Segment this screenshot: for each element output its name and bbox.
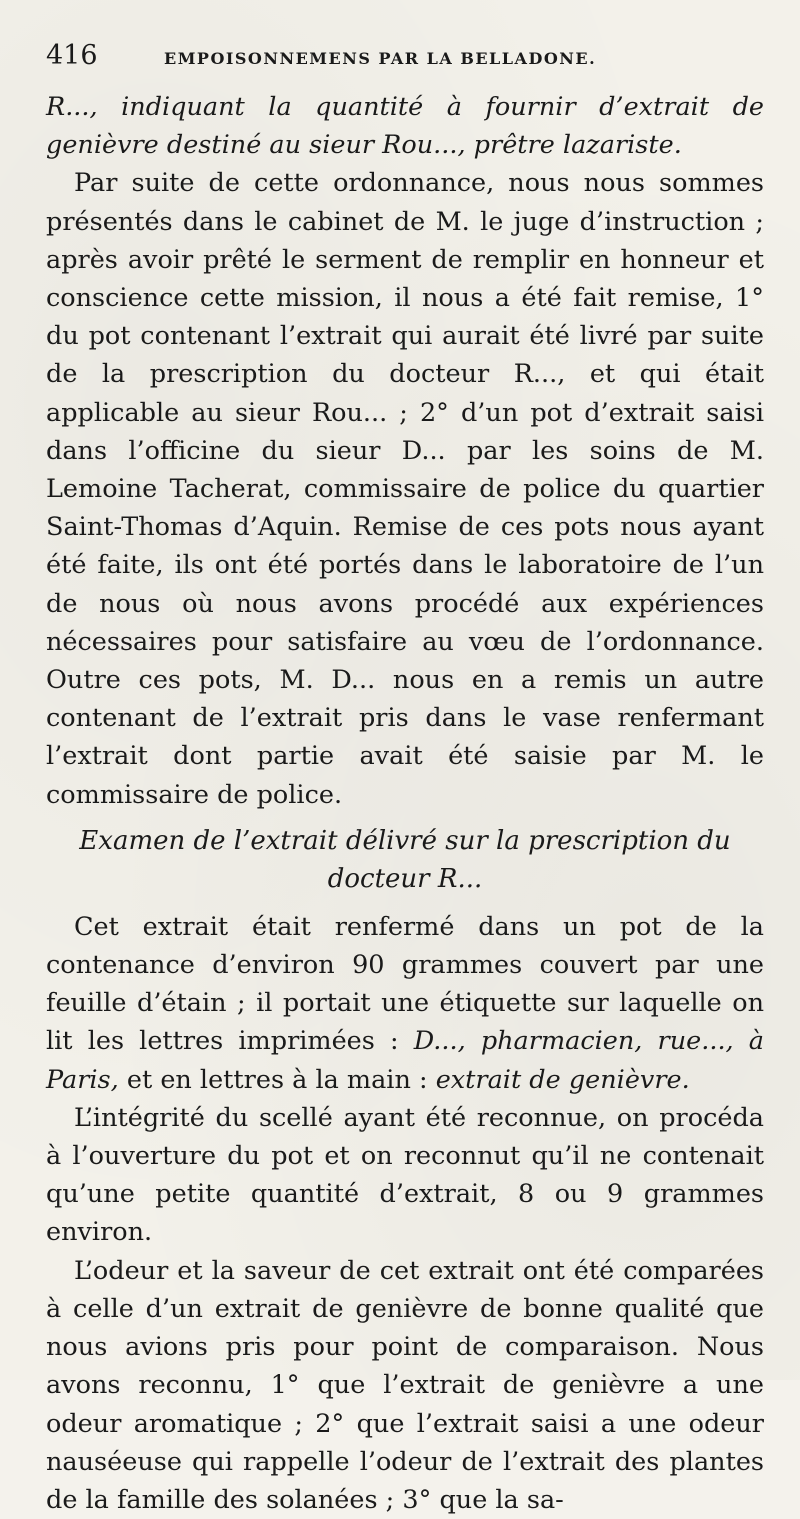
paragraph: L’odeur et la saveur de cet extrait ont été comparées à celle d’un extrait de genièvre de bonne qualité que nous avions pris pour point de comparaison. Nous avons reconnu, 1° que l’extrait de genièvre a une odeur aromatique ; 2° que l’extrait saisi a une odeur nauséeuse qui rappelle l’odeur de l’extrait des plantes de la famille des solanées ; 3° que la sa- bbox=[46, 1255, 764, 1515]
paragraph-text: Cet extrait était renfermé dans un pot de la contenance d’environ 90 grammes couvert par une feuille d’étain ; il portait une étiquette sur laquelle on lit les lettres imprimées : bbox=[46, 911, 764, 1057]
paragraph: Par suite de cette ordonnance, nous nous sommes présentés dans le cabinet de M. le juge d’instruction ; après avoir prêté le serment de remplir en honneur et conscience cette mission, il nous a été fait remise, 1° du pot contenant l’extrait qui aurait été livré par suite de la prescription du docteur R..., et qui était applicable au sieur Rou... ; 2° d’un pot d’extrait saisi dans l’officine du sieur D... par les soins de M. Lemoine Tacherat, commissaire de police du quartier Saint-Thomas d’Aquin. Remise de ces pots nous ayant été faite, ils ont été portés dans le laboratoire de l’un de nous où nous avons procédé aux expériences nécessaires pour satisfaire au vœu de l’ordonnance. Outre ces pots, M. D... nous en a remis un autre contenant de l’extrait pris dans le vase renfermant l’extrait dont partie avait été saisie par M. le commissaire de police. bbox=[46, 168, 764, 810]
running-head: EMPOISONNEMENS PAR LA BELLADONE. bbox=[164, 49, 597, 68]
body-text bbox=[46, 88, 764, 1519]
paragraph-continuation: R..., indiquant la quantité à fournir d’extrait de genièvre destiné au sieur Rou..., prêtre lazariste. bbox=[46, 92, 764, 161]
label-text-italic: D..., pharmacien, rue..., à Paris, bbox=[46, 1026, 764, 1095]
section-heading: Examen de l’extrait délivré sur la prescription du docteur R... bbox=[79, 825, 731, 894]
paragraph: L’intégrité du scellé ayant été reconnue, on procéda à l’ouverture du pot et on reconnut qu’il ne contenait qu’une petite quantité d’extrait, 8 ou 9 grammes environ. bbox=[46, 1102, 764, 1248]
label-text-italic: extrait de genièvre. bbox=[435, 1064, 690, 1095]
page-header bbox=[46, 40, 764, 82]
paragraph-text: et en lettres à la main : bbox=[118, 1064, 436, 1095]
page-number: 416 bbox=[46, 40, 98, 71]
paragraph bbox=[46, 908, 764, 1099]
